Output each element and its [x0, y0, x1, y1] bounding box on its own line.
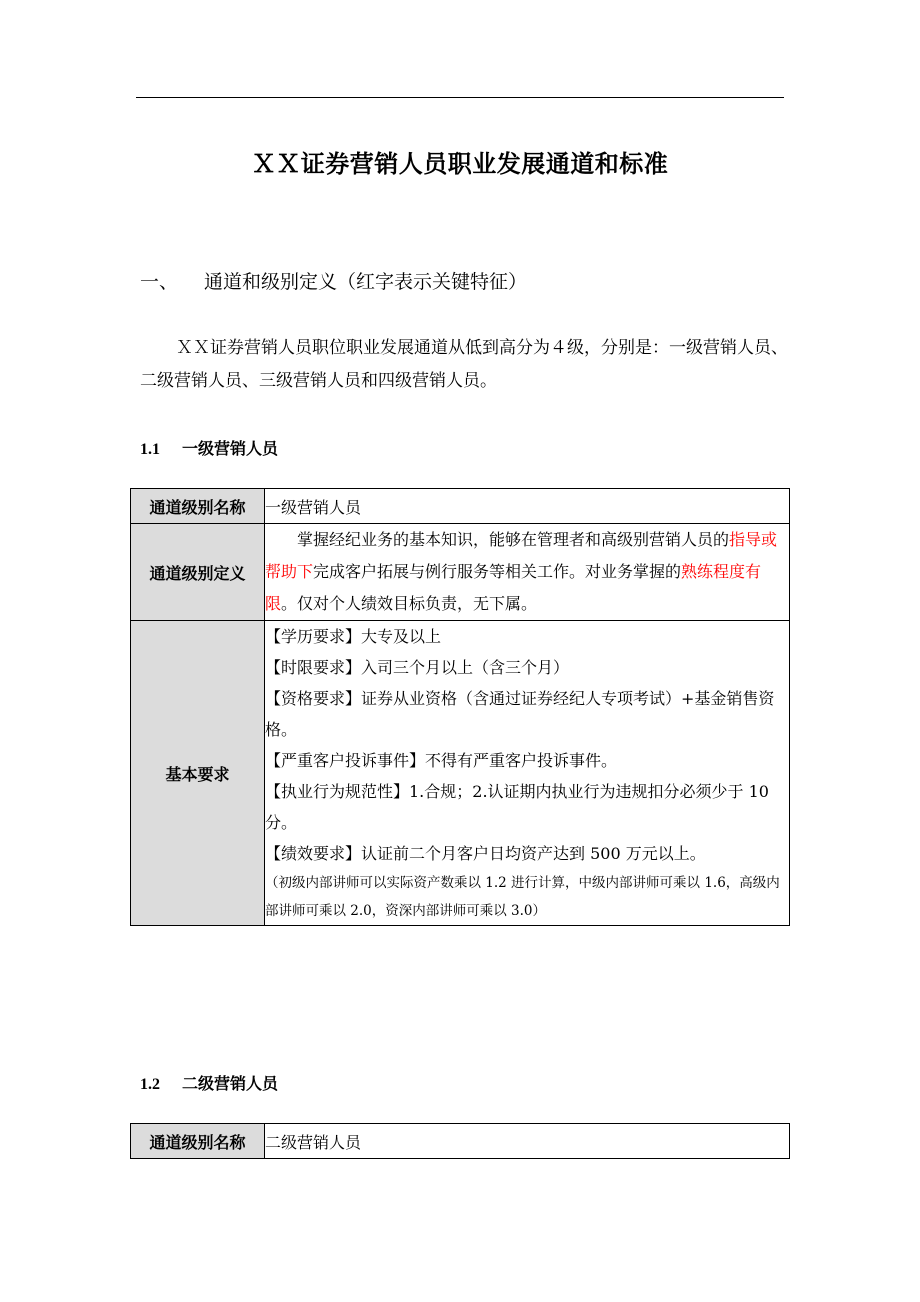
definition-text: 掌握经纪业务的基本知识，能够在管理者和高级别营销人员的 [297, 530, 730, 549]
row-requirements-label: 基本要求 [131, 621, 265, 926]
definition-key-feature: 熟练程度有限 [265, 562, 762, 613]
subsection-1-2-heading [140, 1071, 278, 1094]
subsection-1-1-title: 一级营销人员 [182, 439, 279, 458]
subsection-1-2-number: 1.2 [140, 1076, 160, 1093]
definition-key-feature: 指导或帮助下 [265, 530, 778, 581]
subsection-1-1-number: 1.1 [140, 441, 160, 458]
section-1-title: 通道和级别定义（红字表示关键特征） [204, 271, 528, 293]
row-definition-label: 通道级别定义 [131, 524, 265, 621]
requirement-note: （初级内部讲师可以实际资产数乘以 1.2 进行计算，中级内部讲师可乘以 1.6，高级内部讲师可乘以 2.0，资深内部讲师可乘以 3.0） [265, 875, 780, 919]
requirement-item: 【执业行为规范性】1.合规；2.认证期内执业行为违规扣分必须少于 10 分。 [265, 782, 769, 832]
level-1-table [130, 488, 790, 926]
table-row [131, 524, 790, 621]
requirement-item: 【学历要求】大专及以上 [265, 627, 442, 646]
row-definition-value [265, 524, 790, 621]
section-1-number: 一、 [140, 271, 179, 293]
row-requirements-value [265, 621, 790, 926]
table-row [131, 489, 790, 524]
level-2-table [130, 1123, 790, 1159]
section-1-heading [140, 267, 527, 294]
row-name-label: 通道级别名称 [131, 1124, 265, 1159]
definition-text: 完成客户拓展与例行服务等相关工作。对业务掌握的 [313, 562, 682, 581]
subsection-1-1-heading [140, 436, 278, 459]
intro-paragraph: ＸＸ证券营销人员职位职业发展通道从低到高分为４级，分别是：一级营销人员、二级营销人员、三级营销人员和四级营销人员。 [140, 338, 788, 391]
table-row [131, 1124, 790, 1159]
requirement-item: 【严重客户投诉事件】不得有严重客户投诉事件。 [265, 751, 618, 770]
document-title: ＸＸ证券营销人员职业发展通道和标准 [251, 150, 669, 178]
row-name-label: 通道级别名称 [131, 489, 265, 524]
subsection-1-2-title: 二级营销人员 [182, 1074, 279, 1093]
row-name-value: 二级营销人员 [265, 1124, 790, 1159]
table-row [131, 621, 790, 926]
requirement-item: 【资格要求】证券从业资格（含通过证券经纪人专项考试）+基金销售资格。 [265, 689, 775, 739]
requirement-item: 【绩效要求】认证前二个月客户日均资产达到 500 万元以上。 [265, 844, 706, 863]
definition-text: 。仅对个人绩效目标负责，无下属。 [281, 594, 538, 613]
requirement-item: 【时限要求】入司三个月以上（含三个月） [265, 658, 570, 677]
header-rule [136, 97, 784, 98]
row-name-value: 一级营销人员 [265, 489, 790, 524]
